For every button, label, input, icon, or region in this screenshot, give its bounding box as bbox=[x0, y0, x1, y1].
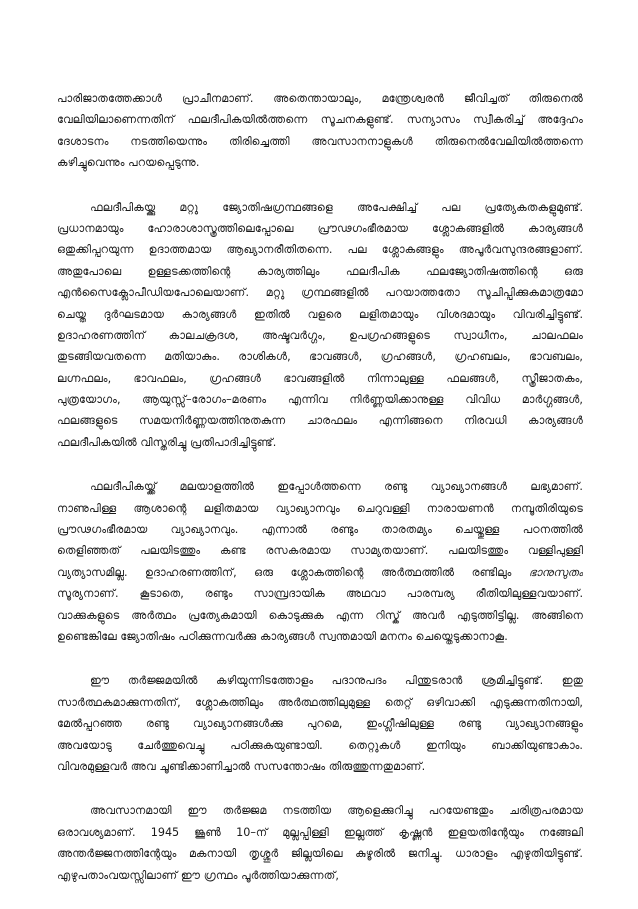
text-line: തുടങ്ങിയവതന്നെ മതിയാകും. രാശികൾ, ഭാവങ്ങൾ, ഗ്രഹങ്ങൾ, ഗ്രഹബലം, ഭാവബലം, bbox=[57, 350, 583, 364]
text-line: ഒരാവശ്യമാണ്. 1945 ജൂൺ 10–ന് മുല്ലപ്പിള്ളി ഇല്ലത്ത് കൃഷ്ണൻ ഇളയതിന്റേയും നങ്ങേലി bbox=[57, 825, 583, 839]
paragraph-1 bbox=[57, 88, 583, 174]
text-line: സൂര്യനാണ്. കൂടാതെ, രണ്ടും സാമ്പ്രദായിക അഥവാ പാരമ്പര്യ രീതിയിലുള്ളവയാണ്. bbox=[57, 587, 583, 601]
text-line: അന്തർജ്ജനത്തിന്റേയും മകനായി തൃശ്ശൂർ ജില്ലയിലെ കുഴൂരിൽ ജനിച്ചു. ധാരാളം എഴുതിയിട്ടുണ്ട്. bbox=[57, 847, 583, 861]
text-line: പ്രൗഢഗംഭീരമായ വ്യാഖ്യാനവും. എന്നാൽ രണ്ടും താരതമ്യം ചെയ്തുള്ള പഠനത്തിൽ bbox=[57, 523, 583, 537]
text-line: പ്രധാനമായും ഹോരാശാസ്ത്രത്തിലെപ്പോലെ പ്രൗഢഗംഭീരമായ ശ്ലോകങ്ങളിൽ കാര്യങ്ങൾ bbox=[57, 221, 583, 235]
text-line: ലഗ്നഫലം, ഭാവഫലം, ഗ്രഹങ്ങൾ ഭാവങ്ങളിൽ നിന്നാലുള്ള ഫലങ്ങൾ, സ്ത്രീജാതകം, bbox=[57, 371, 583, 385]
paragraph-5 bbox=[57, 800, 583, 886]
text-line: വേലിയിലാണെന്നതിന് ഫലദീപികയിൽത്തന്നെ സൂചനകളുണ്ട്. സന്യാസം സ്വീകരിച്ച് അദ്ദേഹം bbox=[57, 113, 583, 127]
text-line: പാരിജാതത്തേക്കാൾ പ്രാചീനമാണ്. അതെന്തായാലും, മന്ത്രേശ്വരൻ ജീവിച്ചത് തിരുനെൽ bbox=[57, 92, 583, 105]
text-segment: വ്യത്യാസമില്ല. ഉദാഹരണത്തിന്, ഒരു ശ്ലോകത്തിന്റെ അർത്ഥത്തിൽ രണ്ടിലും bbox=[57, 565, 512, 579]
text-line: ഫലദീപികയ്ക്കു മറ്റു ജ്യോതിഷഗ്രന്ഥങ്ങളെ അപേക്ഷിച്ച് പല പ്രത്യേകതകളുമുണ്ട്. bbox=[90, 200, 583, 214]
text-line: ഒതുക്കിപ്പറയുന്ന ഉദാത്തമായ ആഖ്യാനരീതിതന്നെ. പല ശ്ലോകങ്ങളും അപൂർവസുന്ദരങ്ങളാണ്. bbox=[57, 243, 583, 257]
text-line: എഴുപതാംവയസ്സിലാണ് ഈ ഗ്രന്ഥം പൂർത്തിയാക്കുന്നത്, bbox=[57, 868, 339, 882]
text-line: എൻസൈക്ലോപീഡിയപോലെയാണ്. മറ്റു ഗ്രന്ഥങ്ങളിൽ പറയാത്തതോ സൂചിപ്പിക്കുകമാത്രമോ bbox=[57, 286, 583, 300]
text-line: ഫലദീപികയിൽ വിസ്തരിച്ചു പ്രതിപാദിച്ചിട്ടുണ്ട്. bbox=[57, 435, 277, 449]
text-line: മേൽപ്പറഞ്ഞ രണ്ടു വ്യാഖ്യാനങ്ങൾക്കു പുറമെ, ഇംഗ്ലീഷിലുള്ള രണ്ടു വ്യാഖ്യാനങ്ങളും bbox=[57, 717, 583, 731]
text-line: അതുപോലെ ഉള്ളടക്കത്തിന്റെ കാര്യത്തിലും ഫലദീപിക ഫലജ്യോതിഷത്തിന്റെ ഒരു bbox=[57, 264, 583, 278]
text-line: അവയോടു ചേർത്തുവെച്ചു പഠിക്കുകയുണ്ടായി. തെറ്റുകൾ ഇനിയും ബാക്കിയുണ്ടാകാം. bbox=[57, 738, 583, 752]
paragraph-3 bbox=[57, 476, 583, 647]
paragraph-2 bbox=[57, 197, 583, 454]
paragraph-4 bbox=[57, 670, 583, 777]
text-line: ദേശാടനം നടത്തിയെന്നും തിരിച്ചെത്തി അവസാനനാളുകൾ തിരുനെൽവേലിയിൽത്തന്നെ bbox=[57, 134, 583, 148]
text-line: കഴിച്ചുവെന്നും പറയപ്പെടുന്നു. bbox=[57, 156, 200, 170]
text-line: വിവരമുള്ളവർ അവ ചൂണ്ടിക്കാണിച്ചാൽ സസന്തോഷം തിരുത്തുന്നതുമാണ്. bbox=[57, 759, 426, 773]
text-line: പുത്രയോഗം, ആയുസ്സ്–രോഗം–മരണം എന്നിവ നിർണ്ണയിക്കാനുള്ള വിവിധ മാർഗ്ഗങ്ങൾ, bbox=[57, 393, 583, 407]
text-line: നാണുപിള്ള ആശാന്റെ ലളിതമായ വ്യാഖ്യാനവും ചെറുവള്ളി നാരായണൻ നമ്പൂതിരിയുടെ bbox=[57, 501, 583, 515]
text-line: ഈ തർജ്ജമയിൽ കഴിയുന്നിടത്തോളം പദാനുപദം പിന്തുടരാൻ ശ്രമിച്ചിട്ടുണ്ട്. ഇതു bbox=[90, 674, 583, 688]
text-line: ചെയ്ത ദുർഘടമായ കാര്യങ്ങൾ ഇതിൽ വളരെ ലളിതമായും വിശദമായും വിവരിച്ചിട്ടുണ്ട്. bbox=[57, 307, 583, 321]
text-line-with-italic bbox=[57, 562, 583, 583]
text-line: ഫലദീപികയ്ക്ക് മലയാളത്തിൽ ഇപ്പോൾത്തന്നെ രണ്ടു വ്യാഖ്യാനങ്ങൾ ലഭ്യമാണ്. bbox=[90, 480, 583, 494]
document-page bbox=[57, 88, 583, 909]
text-line: തെളിഞ്ഞത് പലയിടത്തും കണ്ട രസകരമായ സാമ്യതയാണ്. പലയിടത്തും വള്ളിപുള്ളി bbox=[57, 544, 583, 558]
text-line: ഉണ്ടെങ്കിലേ ജ്യോതിഷം പഠിക്കുന്നവർക്കു കാര്യങ്ങൾ സ്വന്തമായി മനനം ചെയ്തെടുക്കാനാകൂ. bbox=[57, 629, 508, 643]
text-line: വാക്കുകളുടെ അർത്ഥം പ്രത്യേകമായി കൊടുക്കുക എന്ന റിസ്ക് അവർ എടുത്തിട്ടില്ല. അങ്ങിനെ bbox=[57, 608, 583, 622]
text-line: ഉദാഹരണത്തിന് കാലചക്രദശ, അഷ്ടവർഗ്ഗം, ഉപഗ്രഹങ്ങളുടെ സ്വാധീനം, ചാലഫലം bbox=[57, 328, 583, 342]
text-line: സാർത്ഥകമാക്കുന്നതിന്, ശ്ലോകത്തിലും അർത്ഥത്തിലുമുള്ള തെറ്റ് ഒഴിവാക്കി എടുക്കുന്നതിനായി, bbox=[57, 695, 583, 709]
text-line: അവസാനമായി ഈ തർജ്ജമ നടത്തിയ ആളെക്കുറിച്ചു പറയേണ്ടതും ചരിത്രപരമായ bbox=[90, 804, 583, 818]
text-line: ഫലങ്ങളുടെ സമയനിർണ്ണയത്തിനുതകുന്ന ചാരഫലം എന്നിങ്ങനെ നിരവധി കാര്യങ്ങൾ bbox=[57, 414, 583, 428]
italic-term: ഭാനുസുതം bbox=[528, 565, 583, 579]
